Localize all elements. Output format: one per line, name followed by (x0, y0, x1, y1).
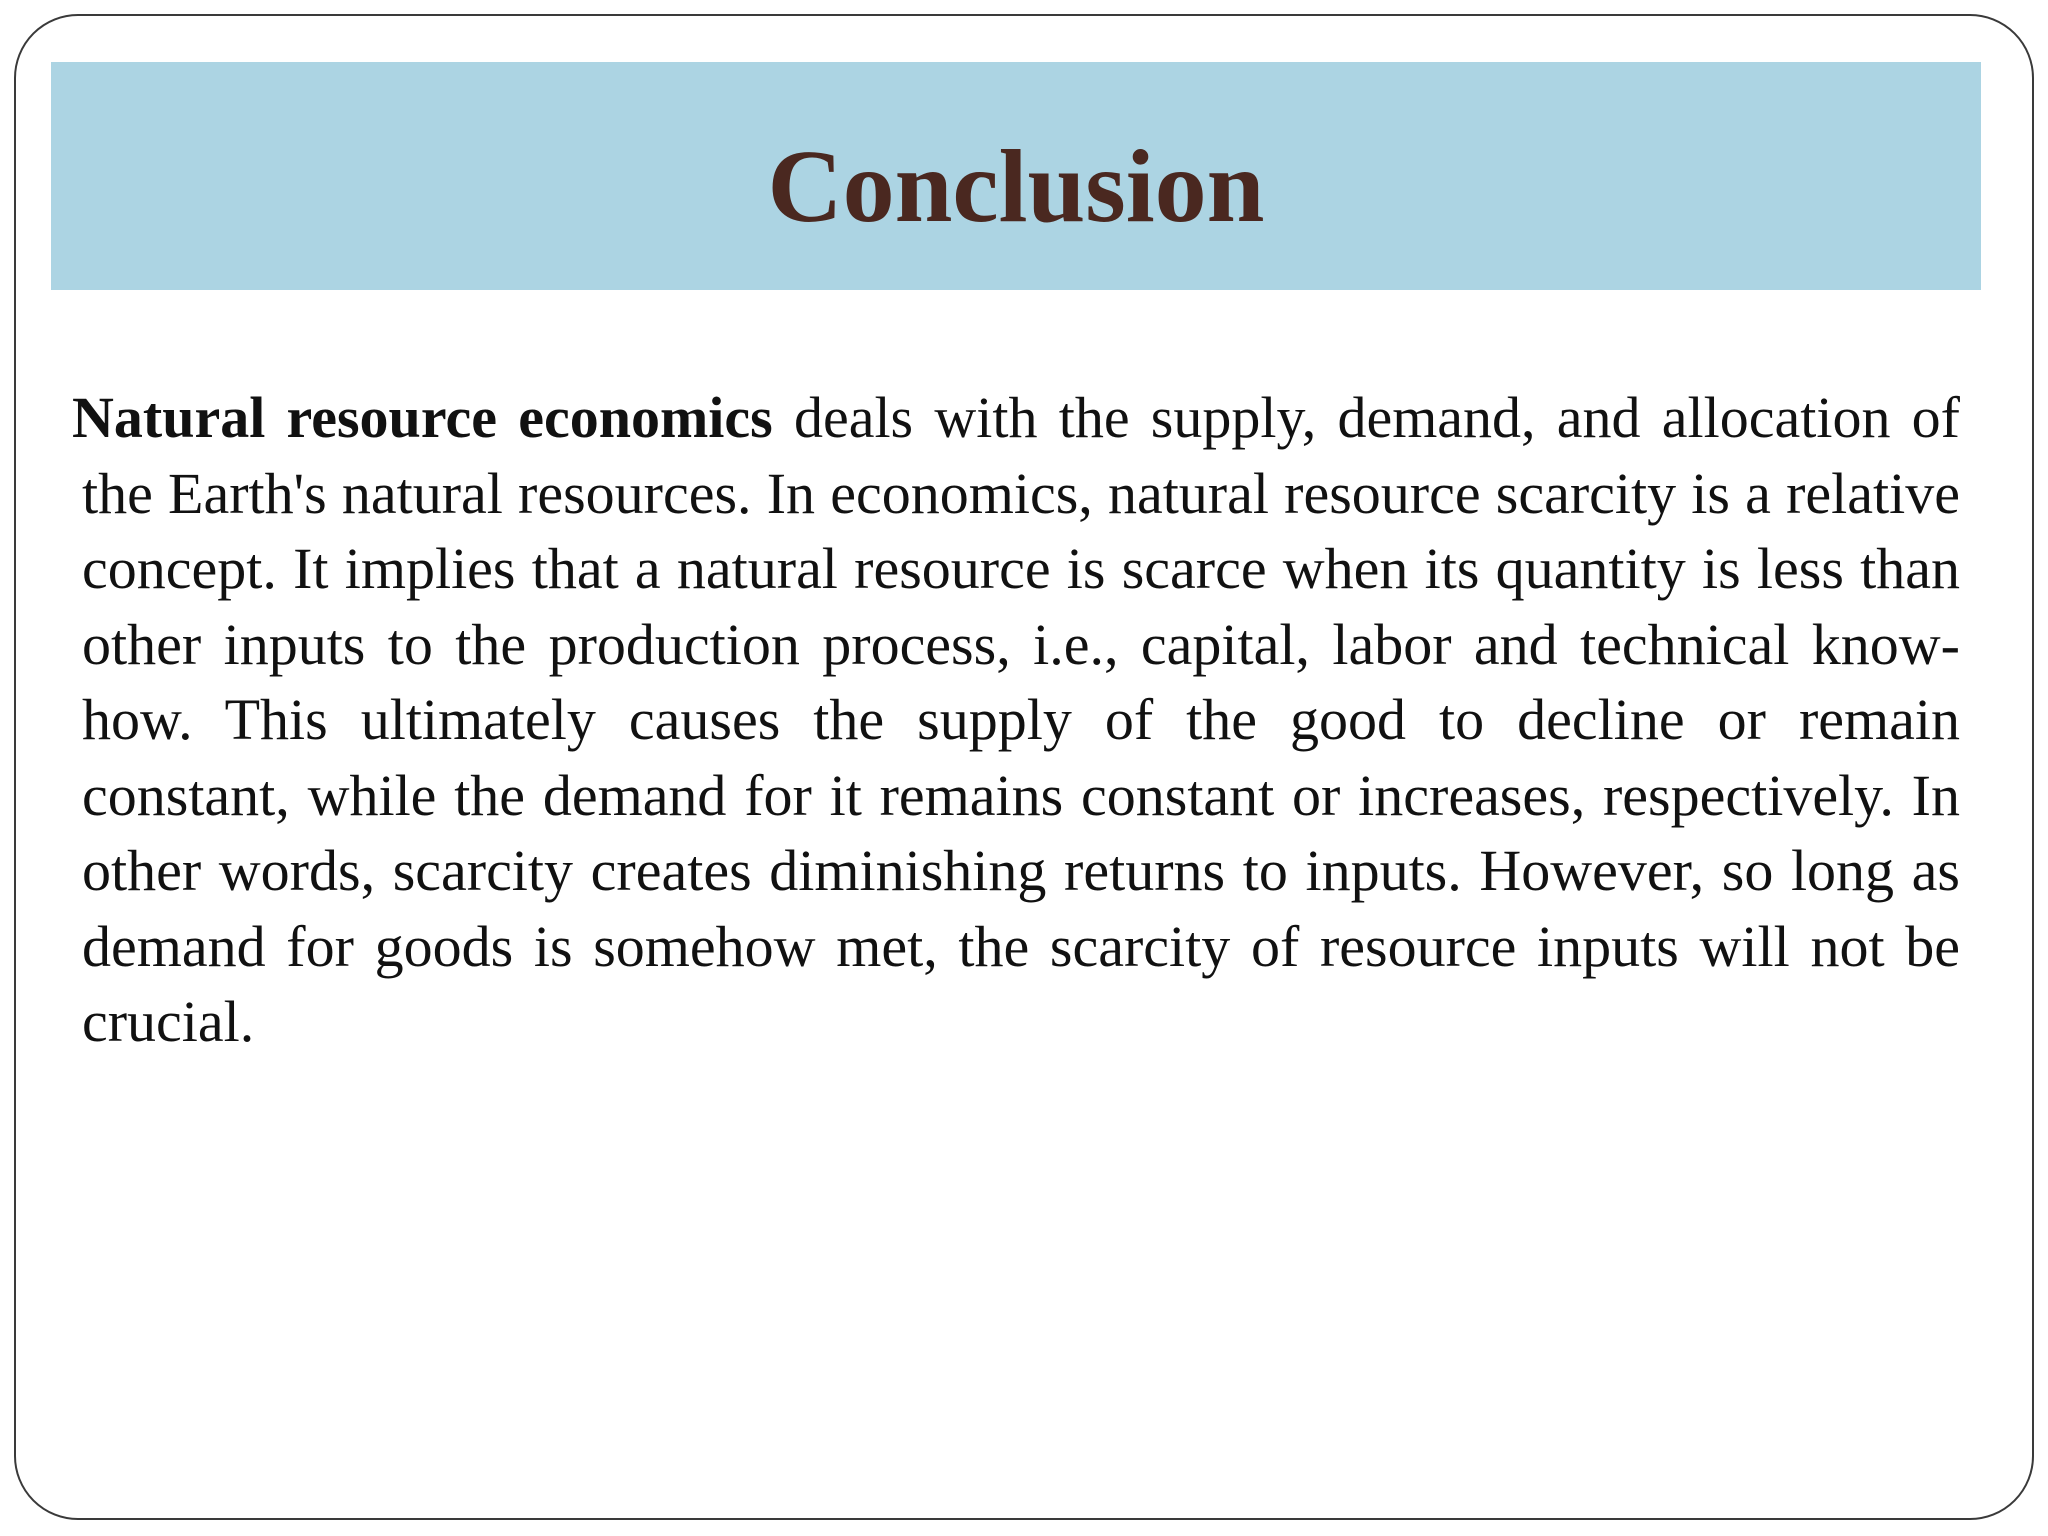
paragraph-body: deals with the supply, demand, and allocation of the Earth's natural resources. In economics, natural resource scarcity is a relative concept. It implies that a natural resource is scarce when its quantity is less than other inputs to the production process, i.e., capital, labor and technical know-how. This ultimately causes the supply of the good to decline or remain constant, while the demand for it remains constant or increases, respectively. In other words, scarcity creates diminishing returns to inputs. However, so long as demand for goods is somehow met, the scarcity of resource inputs will not be crucial. (82, 385, 1960, 1054)
slide-title: Conclusion (767, 129, 1265, 244)
paragraph-lead-term: Natural resource economics (72, 385, 773, 450)
title-banner (51, 62, 1981, 290)
conclusion-paragraph (72, 380, 1960, 1060)
